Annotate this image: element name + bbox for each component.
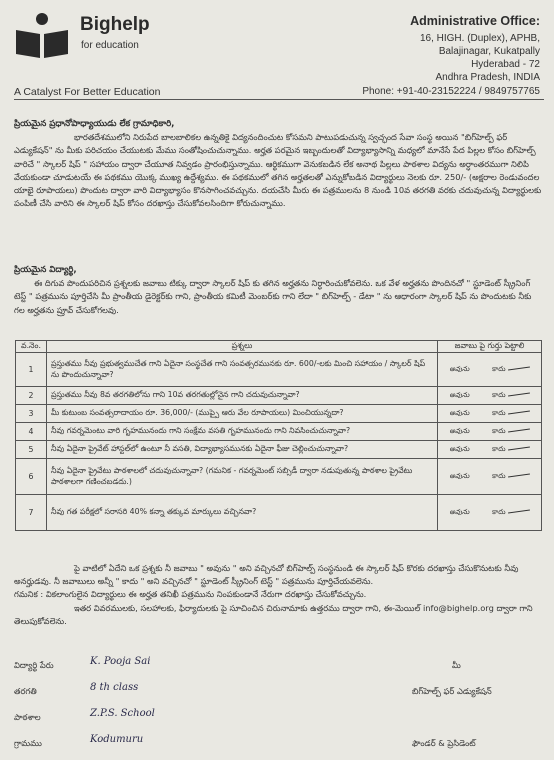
address-line: 16, HIGH. (Duplex), APHB, [419,33,540,44]
answer-no-option[interactable] [492,427,529,437]
school-label: పాఠశాల [14,712,41,722]
answer-no-option[interactable] [492,365,529,375]
brand-name: Bighelp [80,14,150,35]
checkmark-icon [508,366,530,370]
signature-org: బిగ్‌హెల్ప్ ఫర్ ఎడ్యుకేషన్ [412,686,492,696]
signature-title: ఫౌండర్ & ప్రెసిడెంట్ [412,738,476,748]
answer-cell [438,405,542,423]
address-line: Balajinagar, Kukatpally [438,46,540,57]
table-header-row [16,341,542,353]
question-text: ప్రస్తుతము నీవు ప్రభుత్వముచేత గాని ఏదైనా సంస్థచేత గాని సంవత్సరమునకు రూ. 600/-లకు మించి సహాయం / స్కాలర్ షిప్ ను పొందుచున్నావా? [47,353,438,387]
note-line: గమనిక : వికలాంగులైన విద్యార్థులు ఈ అర్హత తనిఖీ పత్రమును నింపకుండానే నేరుగా దరఖాస్తు చేసుకోవచ్చును. [14,589,367,600]
answer-yes-option[interactable]: అవును [449,426,470,435]
checkmark-icon [508,410,530,414]
column-header: జవాబు పై గుర్తు పెట్టాలి [438,341,542,353]
village-label: గ్రామము [14,738,42,748]
salutation-student: ప్రియమైన విద్యార్థి, [14,265,77,275]
question-text: నీవు ఏదైనా ప్రైవేటు పాఠశాలలో చదువుచున్నావా? (గమనిక - గవర్నమెంట్ సబ్సిడీ ద్వారా నడుపుతున్న పాఠశాల ప్రైవేటు పాఠశాలగా గణించబడదు.) [47,459,438,495]
checkmark-icon [508,473,530,477]
answer-cell [438,353,542,387]
answer-no-label: కాదు [492,426,506,435]
table-row [16,387,542,405]
answer-yes-option[interactable]: అవును [449,507,470,516]
question-number: 3 [16,405,47,423]
phone-number: Phone: +91-40-23152224 / 9849757765 [362,86,540,97]
answer-cell [438,423,542,441]
question-text: నీవు ఏదైనా ప్రైవేట్ హాస్టల్‌లో ఉంటూ నీ వసతి, విద్యాభ్యాసమునకు ఏదైనా ఫీజు చెల్లించుచున్నావా? [47,441,438,459]
checkmark-icon [508,446,530,450]
student-section [14,264,542,317]
question-text: మీ కుటుంబ సంవత్సరాదాయం రూ. 36,000/- (ముప్పై ఆరు వేల రూపాయలు) మించియున్నదా? [47,405,438,423]
answer-no-label: కాదు [492,444,506,453]
student-name-label: విద్యార్థి పేరు [14,660,54,670]
signature-line: మీ [452,660,461,670]
answer-no-label: కాదు [492,364,506,373]
answer-yes-option[interactable]: అవును [449,444,470,453]
closing-paragraph: పై వాటిలో ఏదేని ఒక ప్రశ్నకు నీ జవాబు " అవును " అని వచ్చినచో బిగ్‌హెల్ప్ సంస్థనుండి ఈ స్కాలర్ షిప్ కొరకు దరఖాస్తు చేసుకొనుటకు నీవు అనర్హుడవు. నీ జవాబులు అన్నీ " కాదు " అని వచ్చినచో " స్టూడెంట్ స్క్రీనింగ్ టెస్ట్ " పత్రమును పూర్తిచేయవలెను. [14,563,519,587]
answer-cell [438,441,542,459]
question-number: 6 [16,459,47,495]
question-text: నీవు గత పరీక్షలో సరాసరి 40% కన్నా తక్కువ మార్కులు వచ్చినవా? [47,495,438,531]
class-value: 8 th class [90,682,139,693]
brand-subtitle: for education [81,40,139,51]
question-number: 5 [16,441,47,459]
bighelp-logo [12,10,72,62]
answer-yes-option[interactable]: అవును [449,364,470,373]
class-label: తరగతి [14,686,37,696]
question-text: ప్రస్తుతము నీవు 8వ తరగతిలోను గాని 10వ తరగతుల్లోనైన గాని చదువుచున్నావా? [47,387,438,405]
answer-no-label: కాదు [492,471,506,480]
answer-yes-option[interactable]: అవును [449,390,470,399]
tagline: A Catalyst For Better Education [14,86,161,98]
header-divider [14,99,544,100]
village-value: Kodumuru [90,734,144,745]
salutation-headmaster: ప్రియమైన ప్రధానోపాధ్యాయుడు లేక గ్రామాధికారి, [14,119,175,129]
student-name-value: K. Pooja Sai [90,656,151,667]
question-number: 2 [16,387,47,405]
answer-no-option[interactable] [492,445,529,455]
question-number: 4 [16,423,47,441]
checkmark-icon [508,392,530,396]
table-row [16,495,542,531]
table-row [16,423,542,441]
answer-cell [438,459,542,495]
checkmark-icon [508,428,530,432]
answer-cell [438,495,542,531]
letter-intro [14,118,542,210]
answer-yes-option[interactable]: అవును [449,471,470,480]
table-row [16,353,542,387]
answer-no-label: కాదు [492,507,506,516]
eligibility-table [15,340,542,531]
answer-no-option[interactable] [492,508,529,518]
answer-no-option[interactable] [492,409,529,419]
answer-cell [438,387,542,405]
question-text: నీవు గవర్నమెంటు వారి గృహమునందు గాని సంక్షేమ వసతి గృహమునందు గాని నివసించుచున్నావా? [47,423,438,441]
checkmark-icon [508,509,530,513]
table-row [16,459,542,495]
address-line: Andhra Pradesh, INDIA [435,72,540,83]
column-header: వ.నెం. [16,341,47,353]
table-row [16,405,542,423]
closing-section [14,562,542,628]
answer-yes-option[interactable]: అవును [449,408,470,417]
answer-no-option[interactable] [492,391,529,401]
school-value: Z.P.S. School [90,708,155,719]
contact-paragraph: ఇతర వివరములకు, సలహాలకు, ఫిర్యాదులకు పై సూచించిన చిరునామాకు ఉత్తరము ద్వారా గాని, ఈ-మెయిల్ info@bighelp.org ద్వారా గాని తెలుపుకోవలెను. [14,602,533,626]
address-line: Hyderabad - 72 [471,59,540,70]
table-row [16,441,542,459]
answer-no-label: కాదు [492,390,506,399]
student-paragraph: ఈ దిగువ పొందుపరిచిన ప్రశ్నలకు జవాబు టిక్కు ద్వారా స్కాలర్ షిప్ కు తగిన అర్హతను నిర్ధారించుకోవలెను. ఒక వేళ అర్హతను పొందినచో " స్టూడెంట్ స్క్రీనింగ్ టెస్ట్ " పత్రమును పూర్తిచేసి మీ ప్రాంతీయ డైరెక్టర్‌కు గాని, ప్రాంతీయ కమిటీ మెంబర్‌కు గాని లేదా " బిగ్‌హెల్ప్ - డేటా " ను ఆధారంగా స్కాలర్ షిప్ ను పొందుటకు నీకు గల అర్హతను ప్రూవ్ చేసుకోగలవు. [14,278,532,315]
question-number: 7 [16,495,47,531]
question-number: 1 [16,353,47,387]
intro-paragraph: భారతదేశములోని నిరుపేద బాలబాలికల ఉన్నతికై విద్యనందించుట కోసమని పాటుపడుచున్న స్వచ్ఛంద సేవా సంస్థ అయిన "బిగ్‌హెల్ప్ ఫర్ ఎడ్యుకేషన్" ను మీకు పరిచయం చేయుటకు మేము సంతోషించుచున్నాము. అర్హత పరమైన ఇబ్బందులతో విద్యాభ్యాసాన్ని మధ్యలో మానేసే పేద పిల్లల కోసం బిగ్‌హెల్ప్ వారిచే " స్కాలర్ షిప్ " సహాయం ద్వారా చేయూత నివ్వడం ప్రారంభిస్తున్నాము. ఆర్థికముగా వెనుకబడిన లేక అనాథ పిల్లలు పాఠశాల విద్యను అర్ధాంతరముగా నిలిపి వేయకుండా చూడుటయే ఈ పథకము యొక్క ముఖ్య ఉద్దేశ్యము. ఈ పథకములో తగిన అర్హతలతో ఎన్నుకోబడిన విద్యార్థులు నెలకు రూ. 250/- (అక్షరాల రెండువందల యాభై రూపాయలు) పొందుట ద్వారా వారి విద్యాభ్యాసం కొనసాగించవచ్చును. దయచేసి మీరు ఈ పత్రములను 8 నుండి 10వ తరగతి వరకు చదువుచున్న విద్యార్థులకు పంపిణీ చేసి వారిని ఈ స్కాలర్ షిప్ కోసం దరఖాస్తు చేసుకోవలసిందిగా కోరుచున్నాము. [14,132,542,209]
answer-no-label: కాదు [492,408,506,417]
column-header: ప్రశ్నలు [47,341,438,353]
answer-no-option[interactable] [492,472,529,482]
office-title: Administrative Office: [410,14,540,28]
